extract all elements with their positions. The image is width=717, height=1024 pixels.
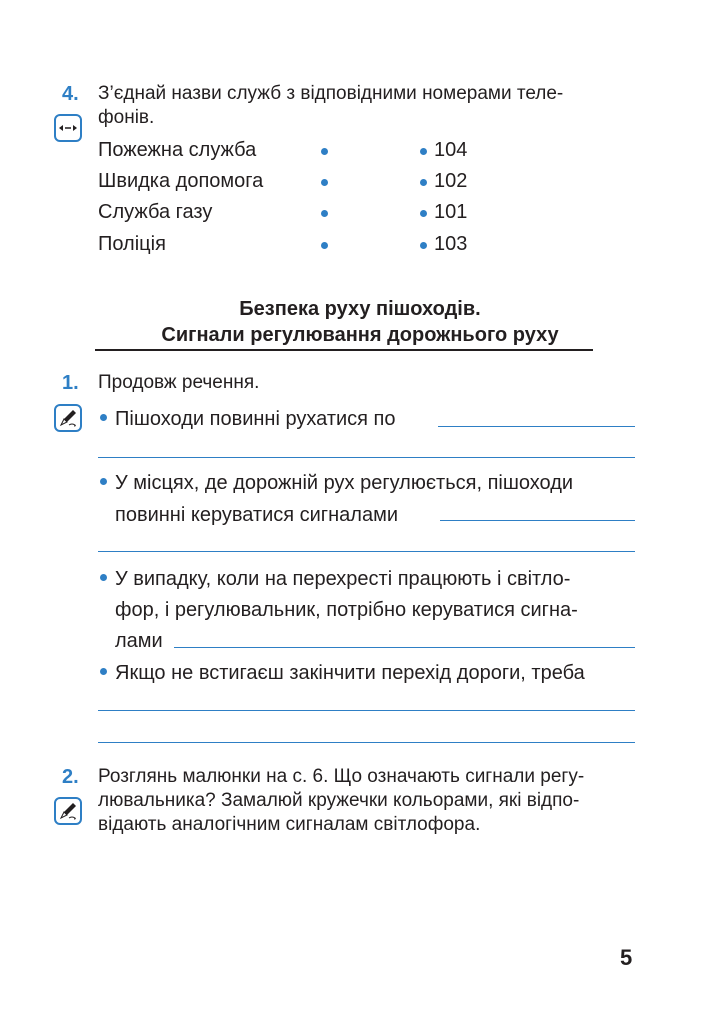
double-arrow-icon xyxy=(54,114,82,142)
task2-number: 2. xyxy=(62,766,79,788)
service-item: Служба газу xyxy=(98,201,213,223)
phone-connector-dot[interactable] xyxy=(420,179,427,186)
task4-text-line1: З’єднай назви служб з відповідними номерами теле- xyxy=(98,83,564,104)
sentence-1-text: Пішоходи повинні рухатися по xyxy=(115,408,396,430)
phone-item: 103 xyxy=(434,233,468,255)
service-connector-dot[interactable] xyxy=(321,179,328,186)
bullet xyxy=(100,574,107,581)
title-underline xyxy=(95,349,593,351)
answer-line[interactable] xyxy=(98,551,635,552)
phone-connector-dot[interactable] xyxy=(420,210,427,217)
phone-item: 101 xyxy=(434,201,468,223)
sentence-2-text: У місцях, де дорожній рух регулюється, пішоходи xyxy=(115,472,574,494)
sentence-1 xyxy=(100,406,396,433)
task2-text-line3: відають аналогічним сигналам світлофора. xyxy=(98,814,481,835)
pen-icon xyxy=(54,797,82,825)
pen-icon xyxy=(54,404,82,432)
phone-item: 104 xyxy=(434,139,468,161)
service-connector-dot[interactable] xyxy=(321,148,328,155)
bullet xyxy=(100,478,107,485)
task1-number: 1. xyxy=(62,372,79,394)
service-item: Швидка допомога xyxy=(98,170,264,192)
sentence-4 xyxy=(100,660,585,687)
task2-text-line1: Розглянь малюнки на с. 6. Що означають сигнали регу- xyxy=(98,766,585,787)
sentence-3-line2: фор, і регулювальник, потрібно керуватися сигна- xyxy=(115,599,578,621)
answer-line[interactable] xyxy=(98,742,635,743)
sentence-2-line1 xyxy=(100,470,573,497)
task4-number: 4. xyxy=(62,83,79,105)
service-connector-dot[interactable] xyxy=(321,242,328,249)
task1-instruction: Продовж речення. xyxy=(98,372,260,393)
phone-connector-dot[interactable] xyxy=(420,148,427,155)
answer-line[interactable] xyxy=(98,710,635,711)
sentence-2-line2: повинні керуватися сигналами xyxy=(115,504,398,526)
sentence-3-text: У випадку, коли на перехресті працюють і світло- xyxy=(115,568,571,590)
answer-line[interactable] xyxy=(440,520,635,521)
answer-line[interactable] xyxy=(98,457,635,458)
sentence-3-line1 xyxy=(100,566,570,593)
answer-line[interactable] xyxy=(174,647,635,648)
phone-item: 102 xyxy=(434,170,468,192)
bullet xyxy=(100,414,107,421)
bullet xyxy=(100,668,107,675)
service-item: Пожежна служба xyxy=(98,139,257,161)
service-connector-dot[interactable] xyxy=(321,210,328,217)
answer-line[interactable] xyxy=(438,426,635,427)
task2-text-line2: лювальника? Замалюй кружечки кольорами, які відпо- xyxy=(98,790,580,811)
sentence-4-text: Якщо не встигаєш закінчити перехід дороги, треба xyxy=(115,662,585,684)
sentence-3-line3: лами xyxy=(115,630,163,652)
section-title-line1: Безпека руху пішоходів. xyxy=(239,298,481,320)
phone-connector-dot[interactable] xyxy=(420,242,427,249)
section-title-line2: Сигнали регулювання дорожнього руху xyxy=(161,324,559,346)
service-item: Поліція xyxy=(98,233,166,255)
page-number: 5 xyxy=(620,945,633,970)
task4-text-line2: фонів. xyxy=(98,107,155,128)
